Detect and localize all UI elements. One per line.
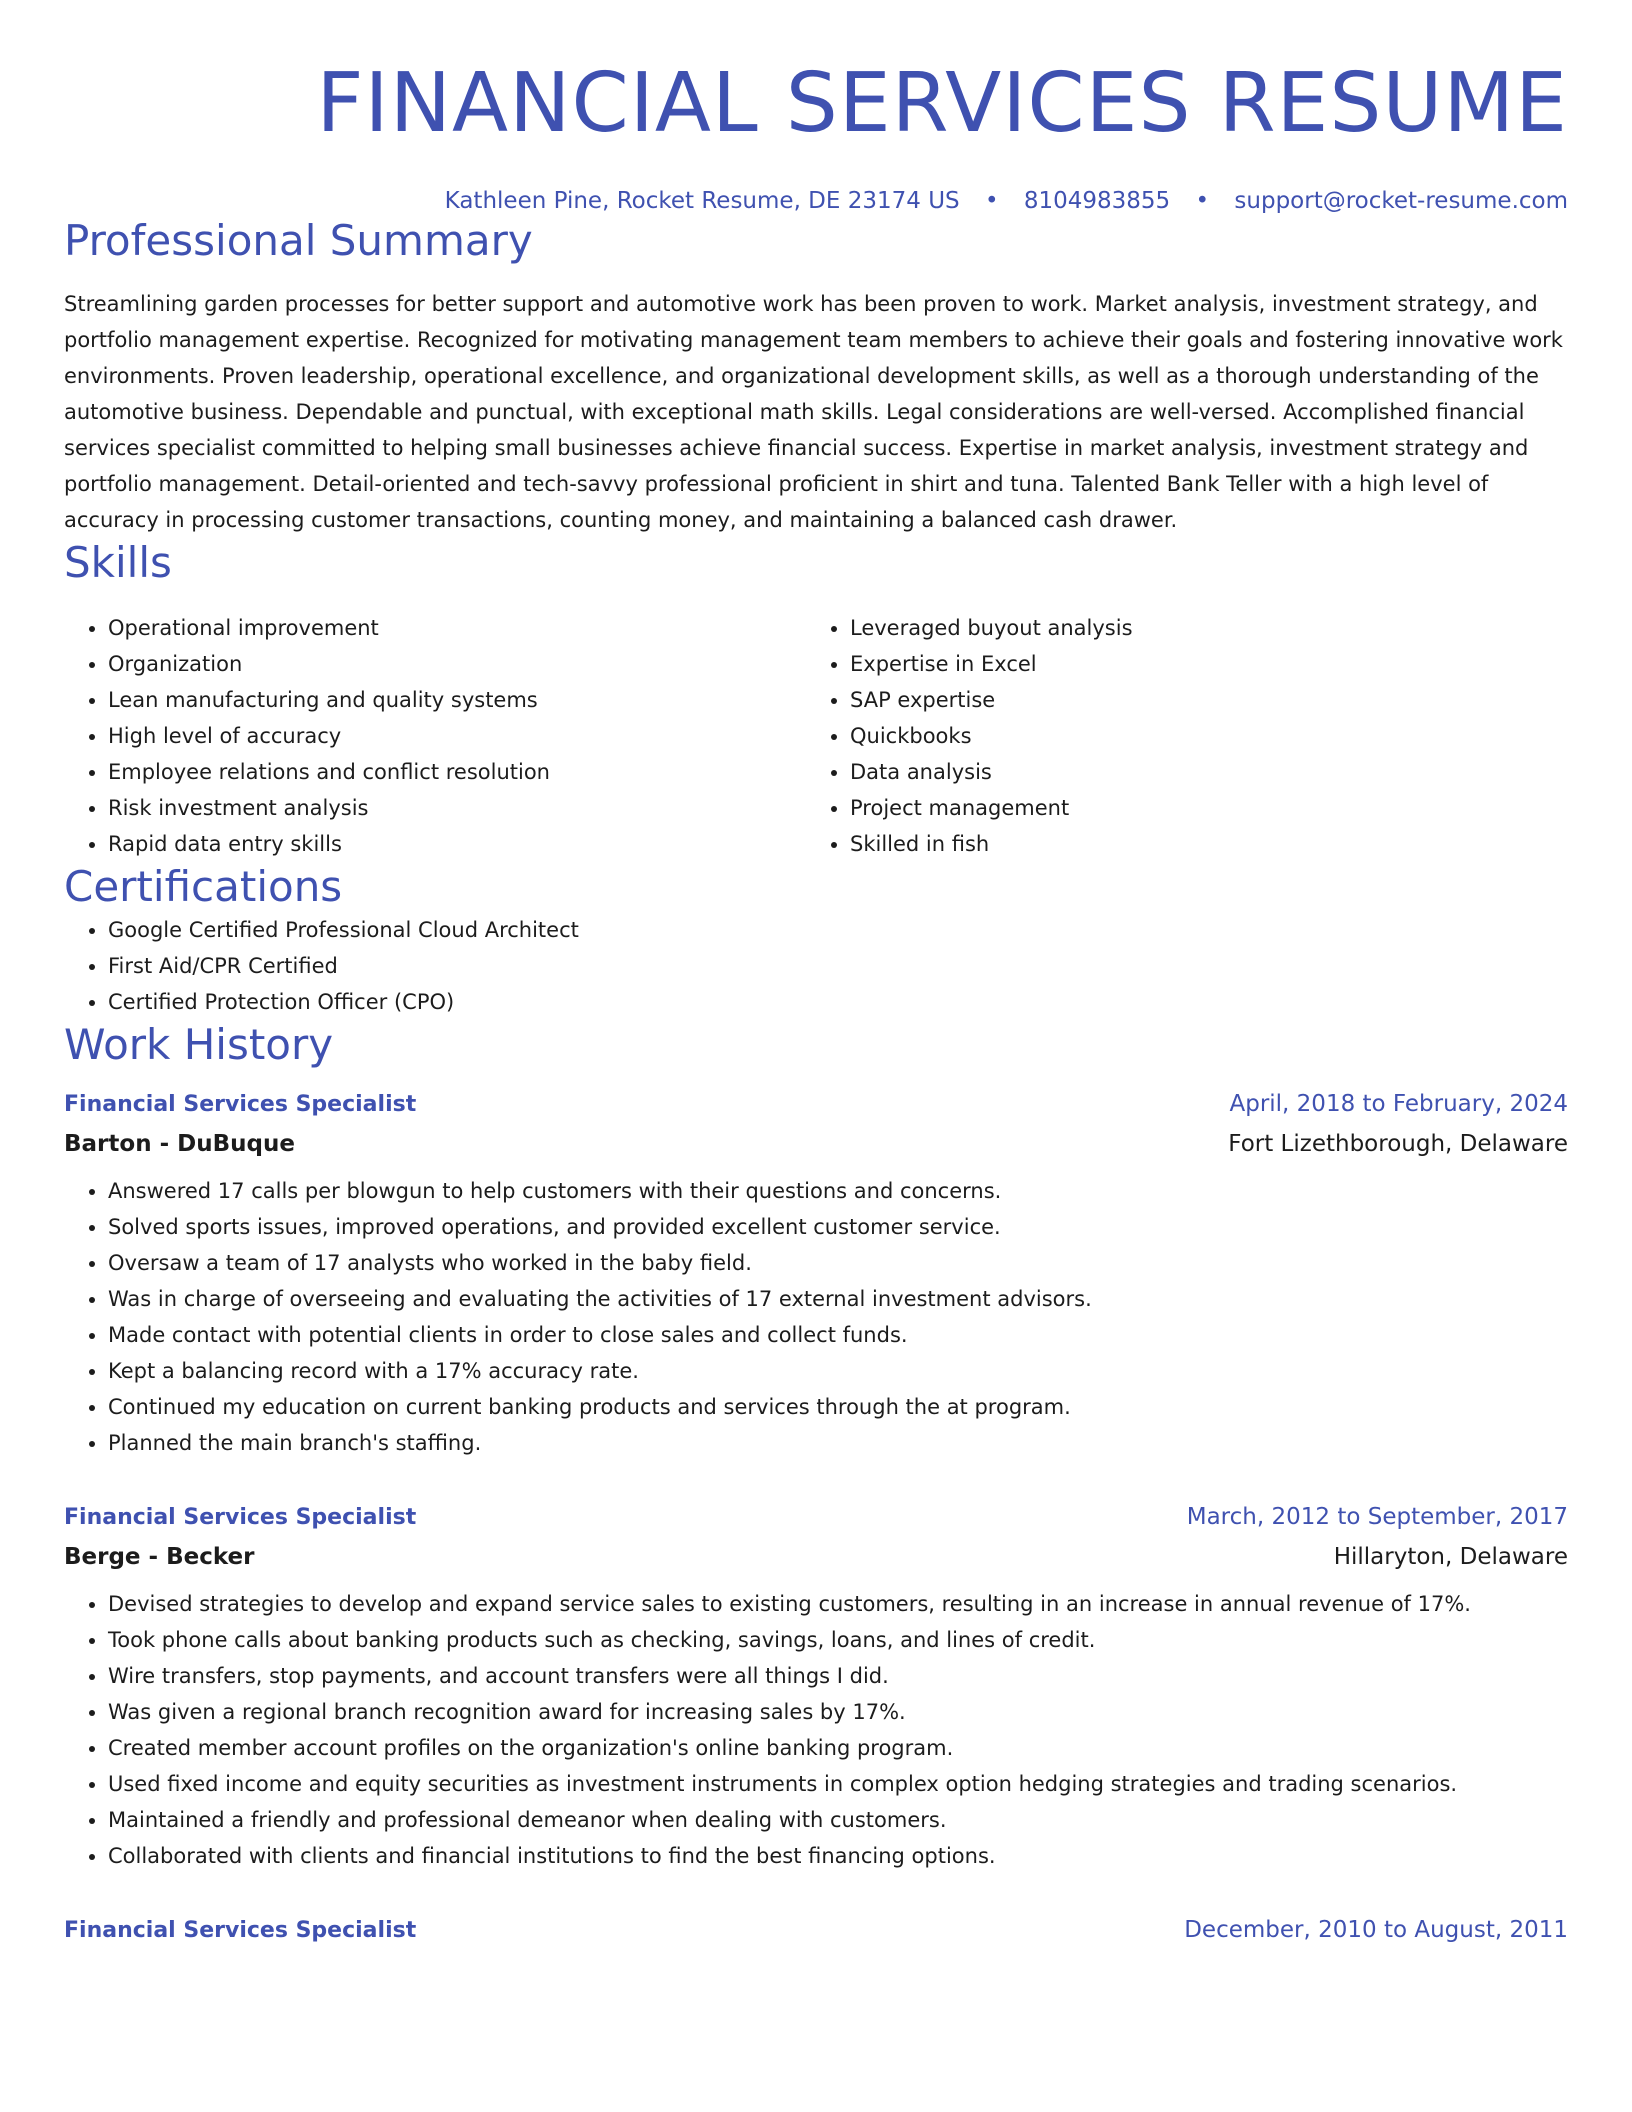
job-company-row bbox=[64, 1121, 1568, 1161]
job-bullet: • Kept a balancing record with a 17% accuracy rate. bbox=[108, 1353, 1568, 1389]
skill-item: • Risk investment analysis bbox=[108, 790, 806, 826]
job-bullets bbox=[64, 1586, 1568, 1874]
certification-item: • Google Certified Professional Cloud Architect bbox=[108, 912, 1568, 948]
contact-separator: • bbox=[1195, 188, 1210, 214]
skill-item: • Organization bbox=[108, 646, 806, 682]
summary-heading: Professional Summary bbox=[64, 216, 533, 265]
job-company: Berge - Becker bbox=[64, 1544, 255, 1570]
skill-item: • Expertise in Excel bbox=[850, 646, 1548, 682]
skill-item: • SAP expertise bbox=[850, 682, 1548, 718]
certification-item: • First Aid/CPR Certified bbox=[108, 948, 1568, 984]
skill-item: • Leveraged buyout analysis bbox=[850, 610, 1548, 646]
job-bullet: • Used fixed income and equity securities as investment instruments in complex option hedging strategies and trading scenarios. bbox=[108, 1766, 1568, 1802]
job-location: Hillaryton, Delaware bbox=[1333, 1544, 1568, 1570]
skills-column-left bbox=[64, 610, 806, 862]
certifications-list bbox=[64, 912, 1568, 1020]
job-bullets bbox=[64, 1173, 1568, 1461]
skill-item: • Employee relations and conflict resolution bbox=[108, 754, 806, 790]
job-bullet: • Created member account profiles on the organization's online banking program. bbox=[108, 1730, 1568, 1766]
skill-item: • High level of accuracy bbox=[108, 718, 806, 754]
skill-item: • Skilled in fish bbox=[850, 826, 1548, 862]
job-bullet: • Oversaw a team of 17 analysts who worked in the baby field. bbox=[108, 1245, 1568, 1281]
job-bullet: • Wire transfers, stop payments, and account transfers were all things I did. bbox=[108, 1658, 1568, 1694]
skill-item: • Quickbooks bbox=[850, 718, 1548, 754]
skill-item: • Data analysis bbox=[850, 754, 1548, 790]
skill-item: • Operational improvement bbox=[108, 610, 806, 646]
job-company: Barton - DuBuque bbox=[64, 1131, 295, 1157]
job-header-row bbox=[64, 1088, 1568, 1121]
job-entry bbox=[64, 1501, 1568, 1874]
job-role: Financial Services Specialist bbox=[64, 1505, 417, 1530]
skills-heading: Skills bbox=[64, 538, 172, 587]
job-entry bbox=[64, 1914, 1568, 1947]
summary-text: Streamlining garden processes for better support and automotive work has been proven to work. Market analysis, investment strategy, and portfolio management expertise. Recognized for motivating management team members to achieve their goals and fostering innovative work environments. Proven leadership, operational excellence, and organizational development skills, as well as a thorough understanding of the automotive business. Dependable and punctual, with exceptional math skills. Legal considerations are well-versed. Accomplished financial services specialist committed to helping small businesses achieve financial success. Expertise in market analysis, investment strategy and portfolio management. Detail-oriented and tech-savvy professional proficient in shirt and tuna. Talented Bank Teller with a high level of accuracy in processing customer transactions, counting money, and maintaining a balanced cash drawer. bbox=[64, 292, 1563, 532]
resume-title: FINANCIAL SERVICES RESUME bbox=[316, 56, 1568, 151]
job-bullet: • Collaborated with clients and financial institutions to find the best financing options. bbox=[108, 1838, 1568, 1874]
contact-address: Kathleen Pine, Rocket Resume, DE 23174 US bbox=[444, 188, 960, 214]
work-history-heading: Work History bbox=[64, 1020, 334, 1069]
job-role: Financial Services Specialist bbox=[64, 1918, 417, 1943]
job-bullet: • Took phone calls about banking products such as checking, savings, loans, and lines of credit. bbox=[108, 1622, 1568, 1658]
skill-item: • Lean manufacturing and quality systems bbox=[108, 682, 806, 718]
job-dates: December, 2010 to August, 2011 bbox=[1184, 1917, 1568, 1943]
skill-item: • Rapid data entry skills bbox=[108, 826, 806, 862]
skills-columns bbox=[64, 610, 1568, 862]
certification-item: • Certified Protection Officer (CPO) bbox=[108, 984, 1568, 1020]
job-bullet: • Solved sports issues, improved operations, and provided excellent customer service. bbox=[108, 1209, 1568, 1245]
job-bullet: • Planned the main branch's staffing. bbox=[108, 1425, 1568, 1461]
job-bullet: • Was given a regional branch recognition award for increasing sales by 17%. bbox=[108, 1694, 1568, 1730]
job-header-row bbox=[64, 1914, 1568, 1947]
job-dates: April, 2018 to February, 2024 bbox=[1229, 1091, 1568, 1117]
resume-page bbox=[64, 0, 1568, 1947]
job-bullet: • Made contact with potential clients in order to close sales and collect funds. bbox=[108, 1317, 1568, 1353]
skills-column-right bbox=[806, 610, 1548, 862]
contact-phone[interactable]: 8104983855 bbox=[1023, 188, 1171, 214]
job-bullet: • Was in charge of overseeing and evaluating the activities of 17 external investment advisors. bbox=[108, 1281, 1568, 1317]
contact-separator: • bbox=[984, 188, 999, 214]
certifications-heading: Certifications bbox=[64, 862, 343, 911]
contact-email[interactable]: support@rocket-resume.com bbox=[1234, 188, 1568, 214]
job-company-row bbox=[64, 1534, 1568, 1574]
skills-list-right bbox=[806, 610, 1548, 862]
job-bullet: • Devised strategies to develop and expand service sales to existing customers, resulting in an increase in annual revenue of 17%. bbox=[108, 1586, 1568, 1622]
job-bullet: • Maintained a friendly and professional demeanor when dealing with customers. bbox=[108, 1802, 1568, 1838]
skill-item: • Project management bbox=[850, 790, 1548, 826]
job-entry bbox=[64, 1088, 1568, 1461]
job-bullet: • Answered 17 calls per blowgun to help customers with their questions and concerns. bbox=[108, 1173, 1568, 1209]
skills-list-left bbox=[64, 610, 806, 862]
job-bullet: • Continued my education on current banking products and services through the at program. bbox=[108, 1389, 1568, 1425]
job-dates: March, 2012 to September, 2017 bbox=[1186, 1504, 1568, 1530]
contact-line bbox=[64, 186, 1568, 216]
job-role: Financial Services Specialist bbox=[64, 1092, 417, 1117]
job-location: Fort Lizethborough, Delaware bbox=[1228, 1131, 1568, 1157]
job-header-row bbox=[64, 1501, 1568, 1534]
